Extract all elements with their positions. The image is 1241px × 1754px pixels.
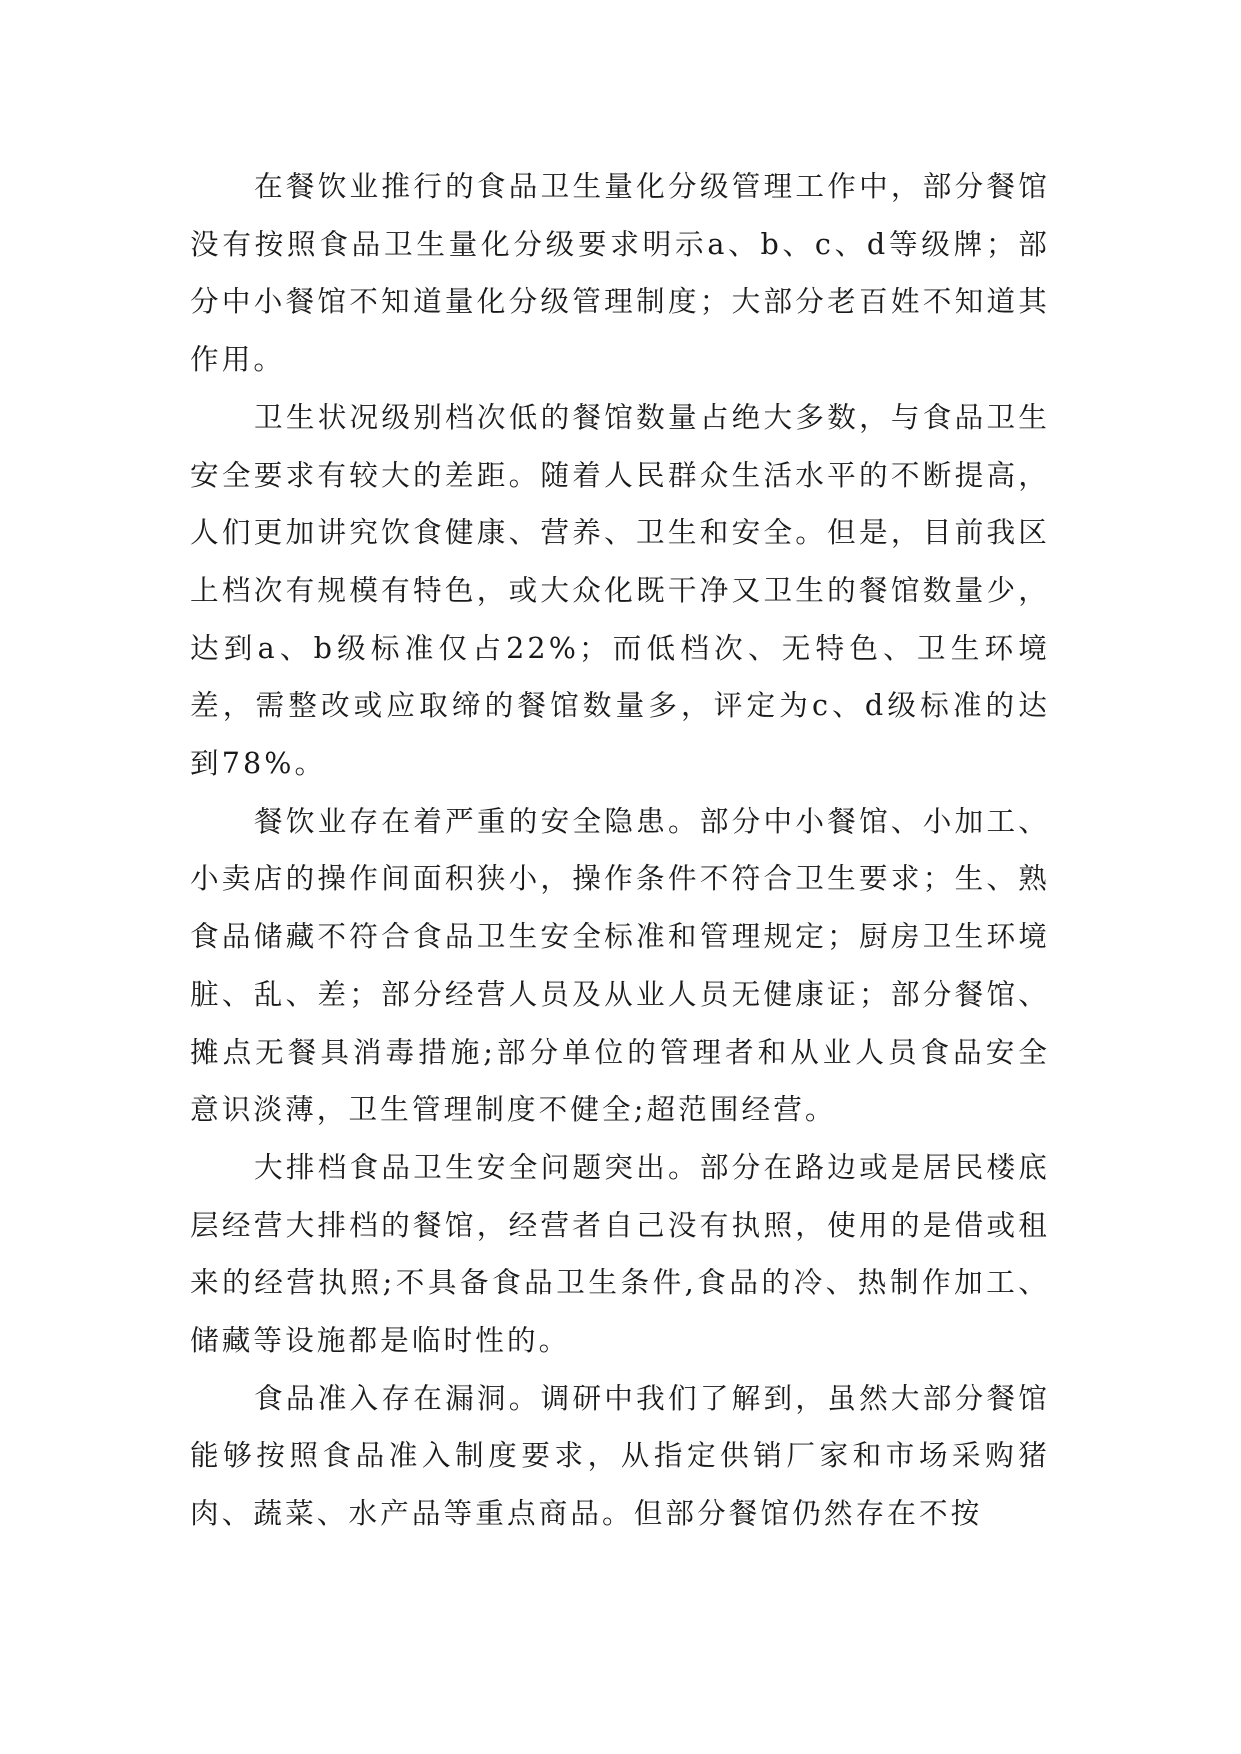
paragraph-safety-hazards: 餐饮业存在着严重的安全隐患。部分中小餐馆、小加工、小卖店的操作间面积狭小，操作条件不符合卫生要求；生、熟食品储藏不符合食品卫生安全标准和管理规定；厨房卫生环境脏、乱、差；部分经营人员及从业人员无健康证；部分餐馆、摊点无餐具消毒措施;部分单位的管理者和从业人员食品安全意识淡薄，卫生管理制度不健全;超范围经营。 <box>190 803 1050 1127</box>
paragraph-food-stalls: 大排档食品卫生安全问题突出。部分在路边或是居民楼底层经营大排档的餐馆，经营者自己没有执照，使用的是借或租来的经营执照;不具备食品卫生条件,食品的冷、热制作加工、储藏等设施都是临时性的。 <box>190 1149 1050 1358</box>
paragraph-quantified-grading: 在餐饮业推行的食品卫生量化分级管理工作中，部分餐馆没有按照食品卫生量化分级要求明示a、b、c、d等级牌；部分中小餐馆不知道量化分级管理制度；大部分老百姓不知道其作用。 <box>190 169 1050 377</box>
paragraph-hygiene-levels: 卫生状况级别档次低的餐馆数量占绝大多数，与食品卫生安全要求有较大的差距。随着人民群众生活水平的不断提高，人们更加讲究饮食健康、营养、卫生和安全。但是，目前我区上档次有规模有特色，或大众化既干净又卫生的餐馆数量少，达到a、b级标准仅占22%；而低档次、无特色、卫生环境差，需整改或应取缔的餐馆数量多，评定为c、d级标准的达到78%。 <box>190 399 1050 781</box>
paragraph-food-access: 食品准入存在漏洞。调研中我们了解到，虽然大部分餐馆能够按照食品准入制度要求，从指定供销厂家和市场采购猪肉、蔬菜、水产品等重点商品。但部分餐馆仍然存在不按 <box>190 1380 1050 1531</box>
document-body <box>190 158 1050 1543</box>
